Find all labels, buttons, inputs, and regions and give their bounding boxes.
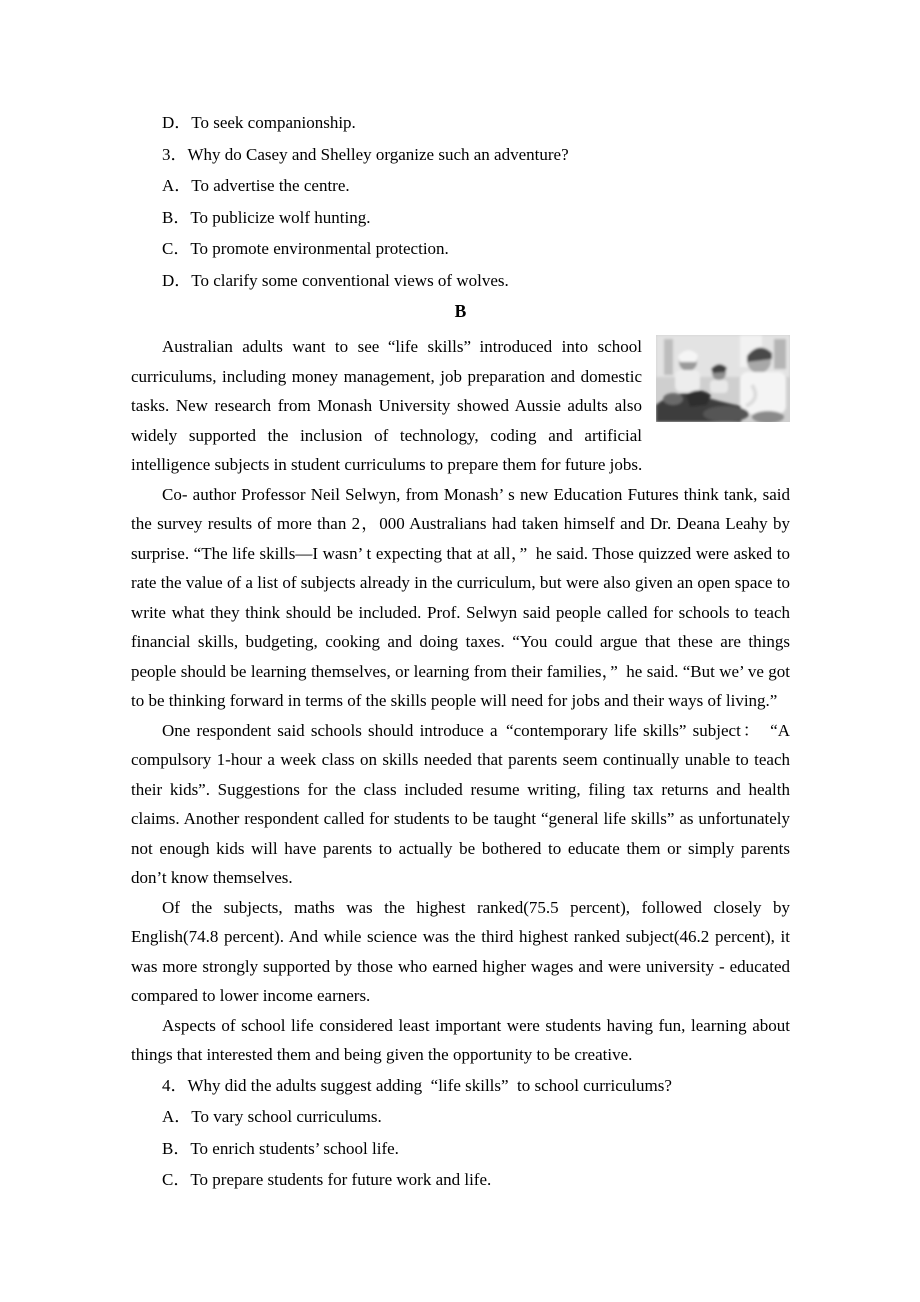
passage-paragraph-3: One respondent said schools should introduce a “contemporary life skills” subject： “A compulsory 1-hour a week class on skills needed that parents seem continually unable to teach their kids”. Suggestions for the class included resume writing, filing tax returns and health claims. Another respondent called for students to be taught “general life skills” as unfortunately not enough kids will have parents to actually be bothered to educate them or simply parents don’t know themselves. xyxy=(131,720,790,887)
option-d-previous-question: D．To seek companionship. xyxy=(162,113,356,132)
passage-paragraph-1 xyxy=(131,332,790,480)
question-3-option-d: D．To clarify some conventional views of wolves. xyxy=(162,270,509,290)
question-4-option-b: B．To enrich students’ school life. xyxy=(162,1138,399,1158)
passage-paragraph-2: Co- author Professor Neil Selwyn, from Monash’ s new Education Futures think tank, said the survey results of more than 2，000 Australians had taken himself and Dr. Deana Leahy by surprise. “The life skills—I wasn’ t expecting that at all，” he said. Those quizzed were asked to rate the value of a list of subjects already in the curriculum, but were also given an open space to write what they think should be included. Prof. Selwyn said people called for schools to teach financial skills, budgeting, cooking and doing taxes. “You could argue that these are things people should be learning themselves, or learning from their families，” he said. “But we’ ve got to be thinking forward in terms of the skills people will need for jobs and their ways of living.” xyxy=(131,484,790,710)
question-4-option-c: C．To prepare students for future work and life. xyxy=(162,1170,492,1189)
passage-photo xyxy=(656,335,790,422)
passage-paragraph-5: Aspects of school life considered least important were students having fun, learning about things that interested them and being given the opportunity to be creative. xyxy=(131,1015,790,1064)
page-content xyxy=(131,0,790,1196)
question-4-option-a: A．To vary school curriculums. xyxy=(162,1107,382,1126)
question-3-option-c: C．To promote environmental protection. xyxy=(162,239,449,258)
question-3-option-b: B．To publicize wolf hunting. xyxy=(162,207,371,227)
question-4: 4．Why did the adults suggest adding “life skills” to school curriculums? xyxy=(162,1075,672,1095)
passage-paragraph-1-text: Australian adults want to see “life skills” introduced into school curriculums, including money management, job preparation and domestic tasks. New research from Monash University showed Aussie adults also widely supported the inclusion of technology, coding and artificial intelligence subjects in student curriculums to prepare them for future jobs. xyxy=(131,337,643,474)
question-3-option-a: A．To advertise the centre. xyxy=(162,176,350,195)
kids-cooking-photo-icon xyxy=(656,335,790,422)
section-b-heading: B xyxy=(454,301,467,321)
passage-paragraph-4: Of the subjects, maths was the highest ranked(75.5 percent), followed closely by English(74.8 percent). And while science was the third highest ranked subject(46.2 percent), it was more strongly supported by those who earned higher wages and were university - educated compared to lower income earners. xyxy=(131,897,790,1005)
question-3: 3．Why do Casey and Shelley organize such an adventure? xyxy=(162,144,569,164)
